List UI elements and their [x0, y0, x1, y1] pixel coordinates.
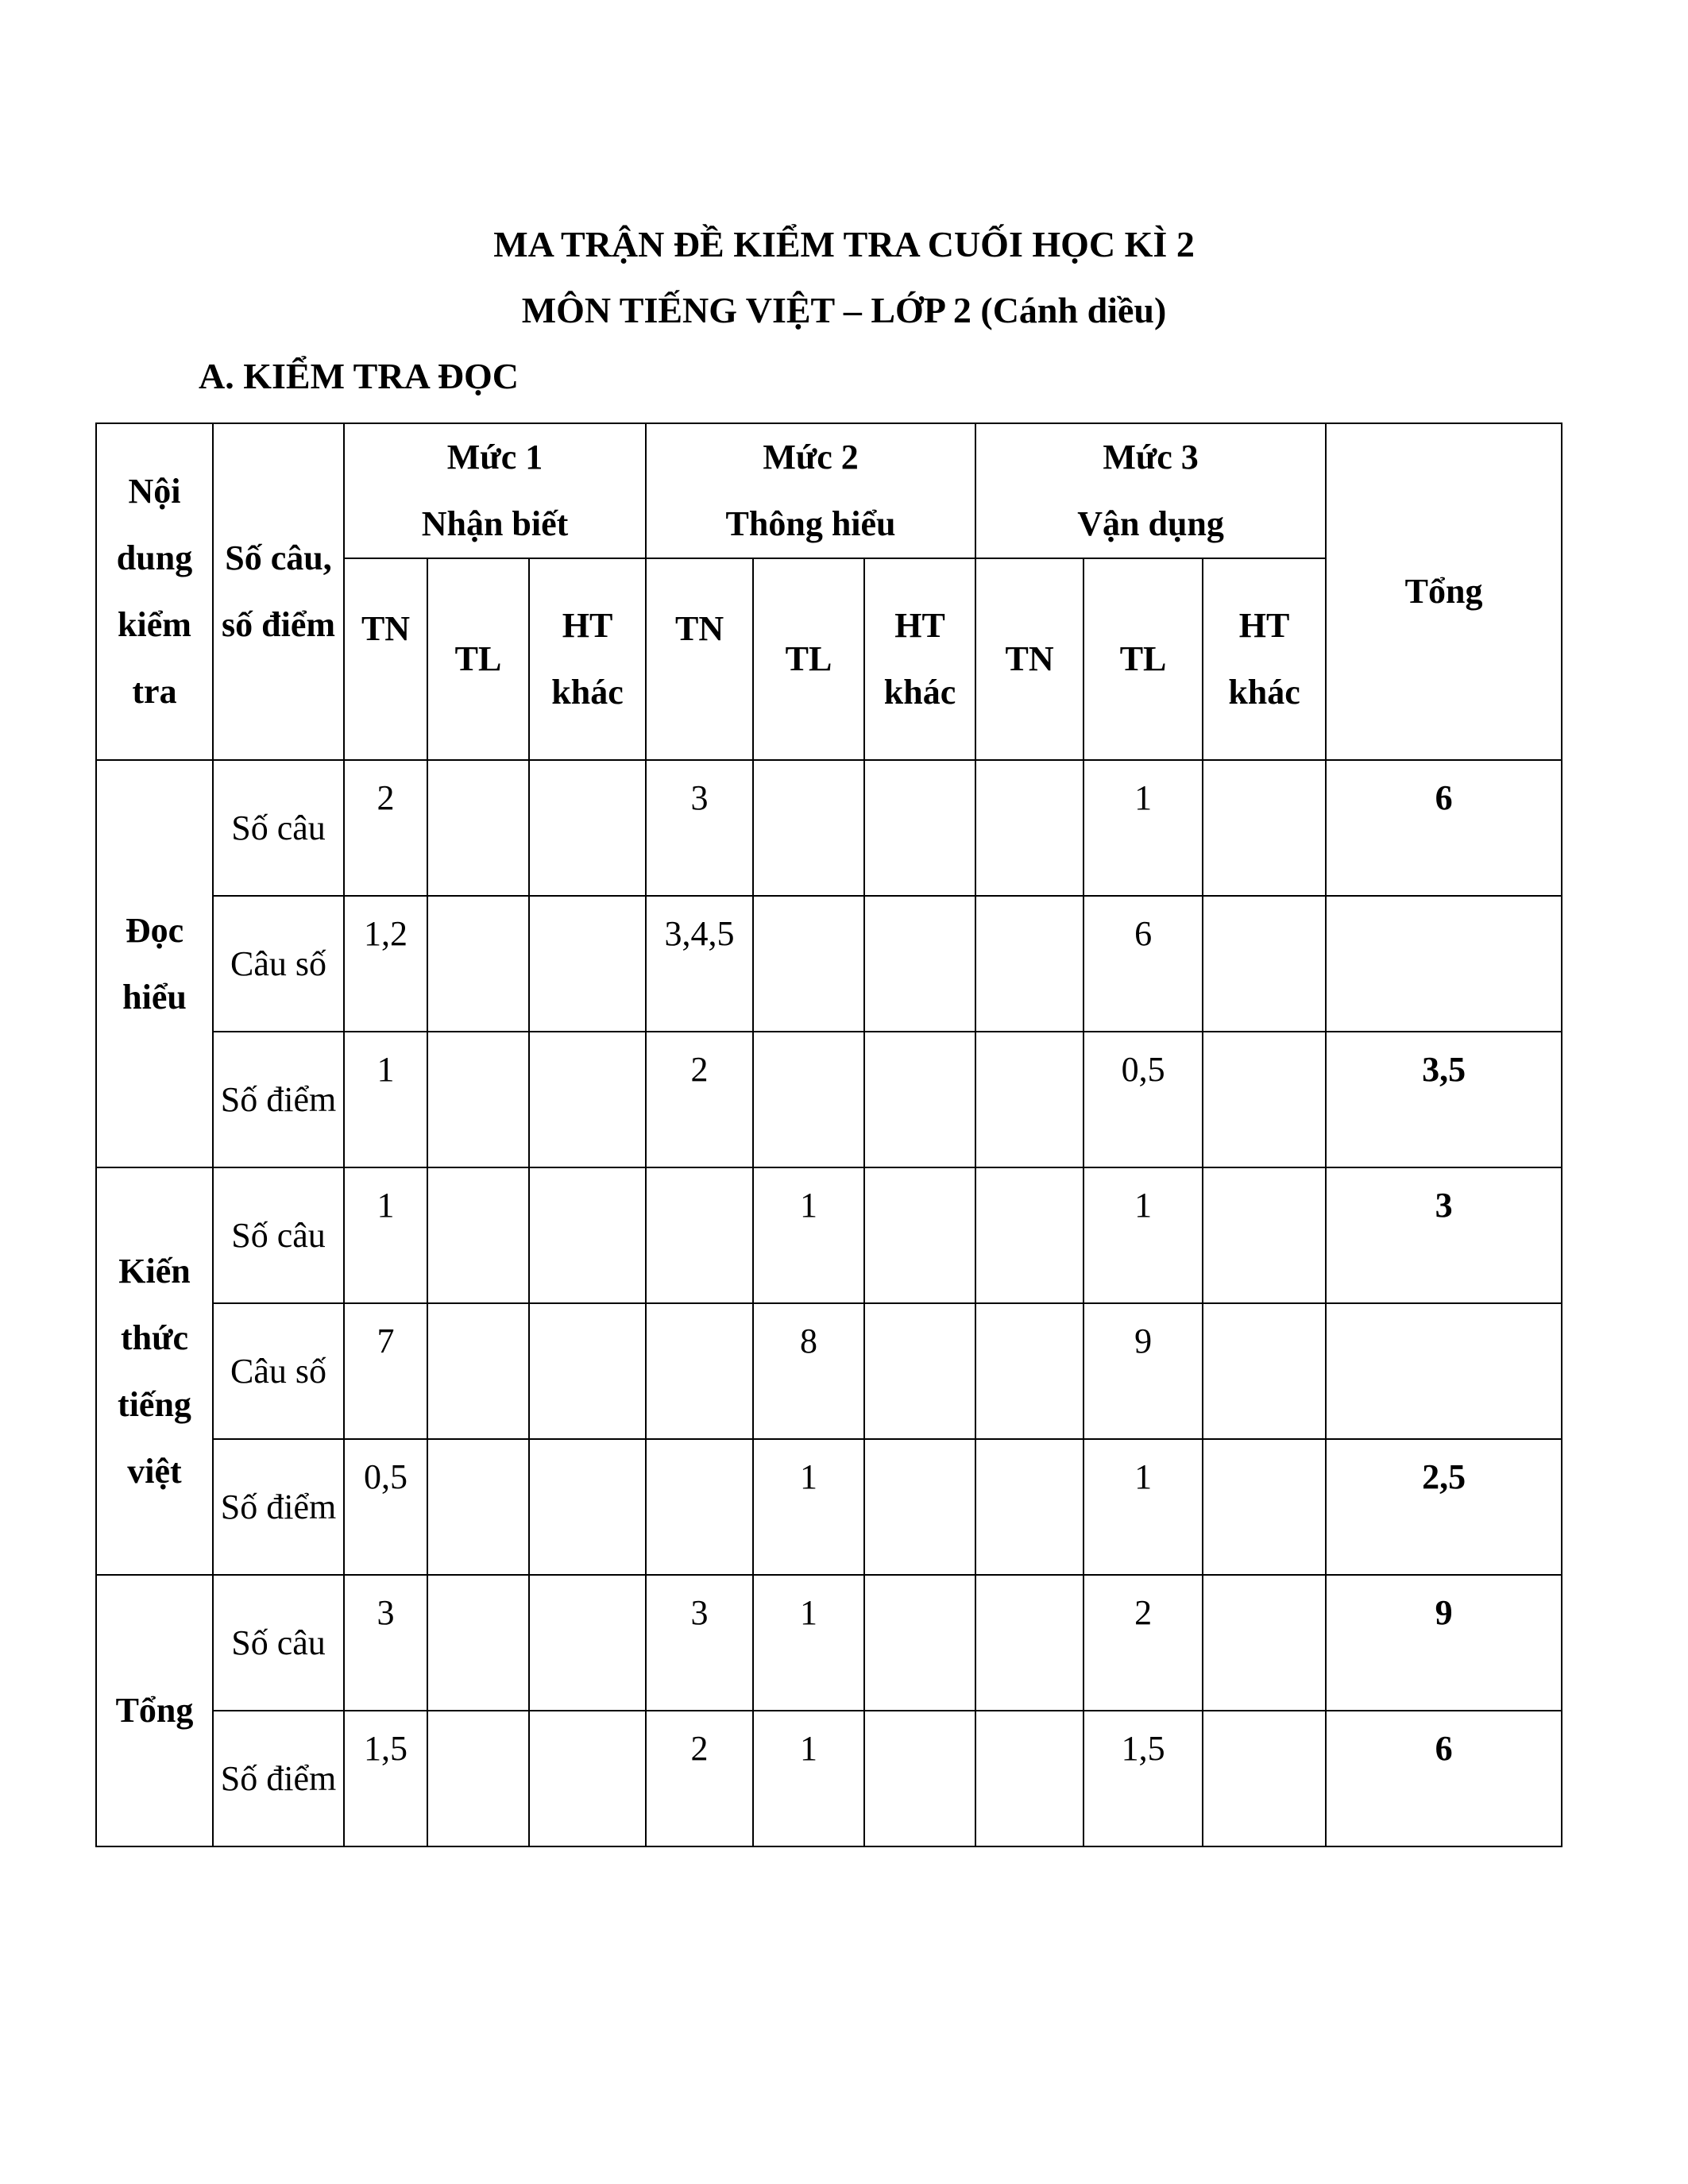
cell-value: 1	[800, 1728, 818, 1768]
cell-m1-ht-khac	[529, 1167, 646, 1303]
cell-m3-tl	[1083, 1711, 1203, 1846]
cell-m3-ht-khac	[1203, 1032, 1326, 1167]
cell-m1-ht-khac	[529, 1303, 646, 1439]
table-row	[96, 1575, 1562, 1711]
cell-m1-tn	[344, 760, 427, 896]
subcol-tl: TL	[753, 558, 864, 760]
header-total: Tổng	[1326, 423, 1562, 760]
cell-value: 2	[1134, 1592, 1153, 1632]
level-3-desc: Vận dụng	[1077, 504, 1224, 543]
cell-value: 1	[377, 1049, 395, 1089]
level-1-name: Mức 1	[446, 438, 543, 477]
cell-value: 1,5	[1121, 1728, 1165, 1768]
level-2-desc: Thông hiểu	[725, 504, 896, 543]
subcol-tn: TN	[646, 558, 753, 760]
cell-m2-tl	[753, 1439, 864, 1575]
cell-m1-tl	[427, 1711, 529, 1846]
total-value: 2,5	[1422, 1457, 1466, 1496]
cell-m1-ht-khac	[529, 1575, 646, 1711]
table-row	[96, 1167, 1562, 1303]
matrix-body	[96, 760, 1562, 1846]
cell-m2-tn	[646, 1032, 753, 1167]
header-row-levels	[96, 423, 1562, 558]
exam-matrix-table	[95, 423, 1562, 1847]
total-value: 3	[1435, 1185, 1453, 1225]
cell-m3-tn	[975, 760, 1083, 896]
level-3-name: Mức 3	[1103, 438, 1199, 477]
cell-m3-ht-khac	[1203, 760, 1326, 896]
group-label: Tổng	[96, 1575, 213, 1846]
cell-m3-tl	[1083, 1575, 1203, 1711]
subcol-ht-khac: HT khác	[529, 558, 646, 760]
cell-m1-tn	[344, 1439, 427, 1575]
cell-value: 0,5	[364, 1457, 408, 1496]
cell-m3-ht-khac	[1203, 1575, 1326, 1711]
cell-value: 9	[1134, 1321, 1153, 1360]
cell-total	[1326, 896, 1562, 1032]
header-content: Nội dung kiểm tra	[96, 423, 213, 760]
header-level-2	[646, 423, 975, 558]
subcol-tl: TL	[1083, 558, 1203, 760]
cell-m3-tn	[975, 1711, 1083, 1846]
cell-value: 1	[1134, 1457, 1153, 1496]
cell-m2-tl	[753, 1032, 864, 1167]
table-row	[96, 1711, 1562, 1846]
cell-m1-ht-khac	[529, 1711, 646, 1846]
row-label: Số điểm	[213, 1032, 344, 1167]
cell-m2-ht-khac	[864, 760, 975, 896]
cell-m3-ht-khac	[1203, 1439, 1326, 1575]
cell-m3-tn	[975, 1032, 1083, 1167]
cell-value: 1,2	[364, 913, 408, 953]
cell-m2-ht-khac	[864, 1575, 975, 1711]
cell-m3-tl	[1083, 760, 1203, 896]
cell-m3-ht-khac	[1203, 1711, 1326, 1846]
subcol-tn: TN	[344, 558, 427, 760]
level-1-desc: Nhận biết	[421, 504, 569, 543]
cell-m1-tl	[427, 1032, 529, 1167]
cell-value: 2	[690, 1728, 709, 1768]
total-value: 6	[1435, 778, 1453, 817]
cell-m3-ht-khac	[1203, 896, 1326, 1032]
cell-m2-tl	[753, 1575, 864, 1711]
cell-m2-tn	[646, 760, 753, 896]
cell-m2-tn	[646, 1439, 753, 1575]
cell-m1-ht-khac	[529, 760, 646, 896]
cell-m1-tn	[344, 1575, 427, 1711]
cell-m2-tn	[646, 1711, 753, 1846]
cell-m2-ht-khac	[864, 1303, 975, 1439]
cell-m2-ht-khac	[864, 1167, 975, 1303]
cell-value: 3	[690, 1592, 709, 1632]
cell-total	[1326, 1167, 1562, 1303]
cell-m3-ht-khac	[1203, 1167, 1326, 1303]
cell-total	[1326, 1575, 1562, 1711]
cell-m1-tn	[344, 1303, 427, 1439]
header-count: Số câu, số điểm	[213, 423, 344, 760]
cell-m1-tn	[344, 896, 427, 1032]
row-label: Số điểm	[213, 1439, 344, 1575]
cell-m1-tl	[427, 1575, 529, 1711]
cell-m2-tl	[753, 1711, 864, 1846]
cell-m1-tn	[344, 1032, 427, 1167]
cell-total	[1326, 1032, 1562, 1167]
group-label: Kiến thức tiếng việt	[96, 1167, 213, 1575]
cell-m2-ht-khac	[864, 896, 975, 1032]
header-level-1	[344, 423, 646, 558]
cell-m1-ht-khac	[529, 896, 646, 1032]
cell-m2-ht-khac	[864, 1711, 975, 1846]
cell-m2-tn	[646, 1303, 753, 1439]
cell-m1-ht-khac	[529, 1032, 646, 1167]
cell-m2-tn	[646, 896, 753, 1032]
cell-m3-tn	[975, 1303, 1083, 1439]
cell-m3-tl	[1083, 1303, 1203, 1439]
row-label: Số điểm	[213, 1711, 344, 1846]
cell-value: 1	[800, 1185, 818, 1225]
total-value: 3,5	[1422, 1049, 1466, 1089]
cell-value: 7	[377, 1321, 395, 1360]
table-row	[96, 1303, 1562, 1439]
cell-value: 1,5	[364, 1728, 408, 1768]
cell-total	[1326, 1439, 1562, 1575]
cell-m2-tn	[646, 1167, 753, 1303]
cell-m1-tn	[344, 1167, 427, 1303]
cell-value: 1	[800, 1457, 818, 1496]
row-label: Câu số	[213, 1303, 344, 1439]
section-heading: A. KIỂM TRA ĐỌC	[199, 356, 519, 396]
cell-value: 3	[690, 778, 709, 817]
subcol-ht-khac: HT khác	[1203, 558, 1326, 760]
cell-m3-tl	[1083, 1032, 1203, 1167]
total-value: 9	[1435, 1592, 1453, 1632]
cell-value: 0,5	[1121, 1049, 1165, 1089]
cell-m1-tn	[344, 1711, 427, 1846]
cell-m1-tl	[427, 1167, 529, 1303]
cell-total	[1326, 1711, 1562, 1846]
row-label: Số câu	[213, 760, 344, 896]
cell-value: 3	[377, 1592, 395, 1632]
cell-m1-tl	[427, 1303, 529, 1439]
cell-m3-tl	[1083, 1167, 1203, 1303]
cell-value: 1	[1134, 778, 1153, 817]
cell-m2-tl	[753, 760, 864, 896]
header-level-3	[975, 423, 1326, 558]
group-label: Đọc hiểu	[96, 760, 213, 1167]
cell-total	[1326, 760, 1562, 896]
cell-m1-tl	[427, 896, 529, 1032]
table-row	[96, 1439, 1562, 1575]
cell-m2-tl	[753, 896, 864, 1032]
row-label: Số câu	[213, 1167, 344, 1303]
subcol-tl: TL	[427, 558, 529, 760]
table-row	[96, 1032, 1562, 1167]
cell-value: 8	[800, 1321, 818, 1360]
table-row	[96, 896, 1562, 1032]
document-title: MA TRẬN ĐỀ KIỂM TRA CUỐI HỌC KÌ 2	[493, 224, 1195, 264]
cell-value: 2	[377, 778, 395, 817]
row-label: Số câu	[213, 1575, 344, 1711]
cell-m3-ht-khac	[1203, 1303, 1326, 1439]
subcol-ht-khac: HT khác	[864, 558, 975, 760]
cell-total	[1326, 1303, 1562, 1439]
cell-m1-ht-khac	[529, 1439, 646, 1575]
cell-value: 3,4,5	[664, 913, 735, 953]
total-value: 6	[1435, 1728, 1453, 1768]
cell-m1-tl	[427, 1439, 529, 1575]
cell-m3-tn	[975, 1575, 1083, 1711]
document-subtitle: MÔN TIẾNG VIỆT – LỚP 2 (Cánh diều)	[521, 290, 1167, 330]
cell-m3-tl	[1083, 1439, 1203, 1575]
row-label: Câu số	[213, 896, 344, 1032]
cell-m2-ht-khac	[864, 1032, 975, 1167]
cell-value: 1	[377, 1185, 395, 1225]
subcol-tn: TN	[975, 558, 1083, 760]
cell-m3-tn	[975, 1439, 1083, 1575]
cell-value: 1	[800, 1592, 818, 1632]
cell-m2-ht-khac	[864, 1439, 975, 1575]
cell-value: 6	[1134, 913, 1153, 953]
cell-m3-tn	[975, 896, 1083, 1032]
cell-m3-tn	[975, 1167, 1083, 1303]
cell-m2-tl	[753, 1167, 864, 1303]
cell-m1-tl	[427, 760, 529, 896]
cell-m3-tl	[1083, 896, 1203, 1032]
cell-m2-tl	[753, 1303, 864, 1439]
cell-value: 2	[690, 1049, 709, 1089]
cell-m2-tn	[646, 1575, 753, 1711]
table-row	[96, 760, 1562, 896]
cell-value: 1	[1134, 1185, 1153, 1225]
level-2-name: Mức 2	[763, 438, 859, 477]
